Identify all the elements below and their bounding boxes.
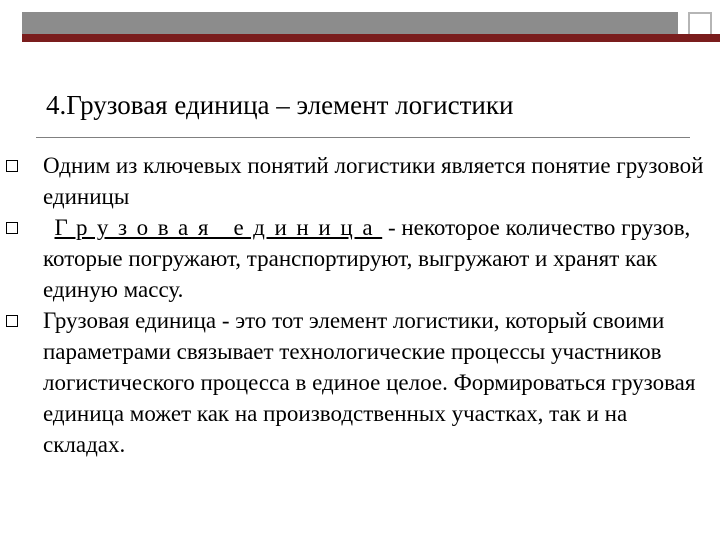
item-text: Грузовая единица - это тот элемент логистики, который своими параметрами связывает технологические процессы участников логистического процесса в единое целое. Формироваться грузовая единица может как на производственных участках, так и на складах. xyxy=(43,308,696,457)
header-accent-line xyxy=(22,34,720,42)
term-emphasis: Грузовая единица xyxy=(54,215,383,240)
slide-title: 4.Грузовая единица – элемент логистики xyxy=(46,90,514,120)
corner-square-icon xyxy=(688,12,712,36)
list-item xyxy=(0,305,720,460)
hollow-square-bullet-icon xyxy=(6,222,18,234)
title-divider xyxy=(36,137,690,138)
corner-accent xyxy=(688,34,712,42)
item-text: Одним из ключевых понятий логистики является понятие грузовой единицы xyxy=(43,153,704,209)
hollow-square-bullet-icon xyxy=(6,160,18,172)
bullet-list xyxy=(0,150,720,460)
hollow-square-bullet-icon xyxy=(6,315,18,327)
list-item xyxy=(0,212,720,305)
item-text: - некоторое количество грузов, которые погружают, транспортируют, выгружают и хранят как единую массу. xyxy=(43,215,691,302)
list-item xyxy=(0,150,720,212)
